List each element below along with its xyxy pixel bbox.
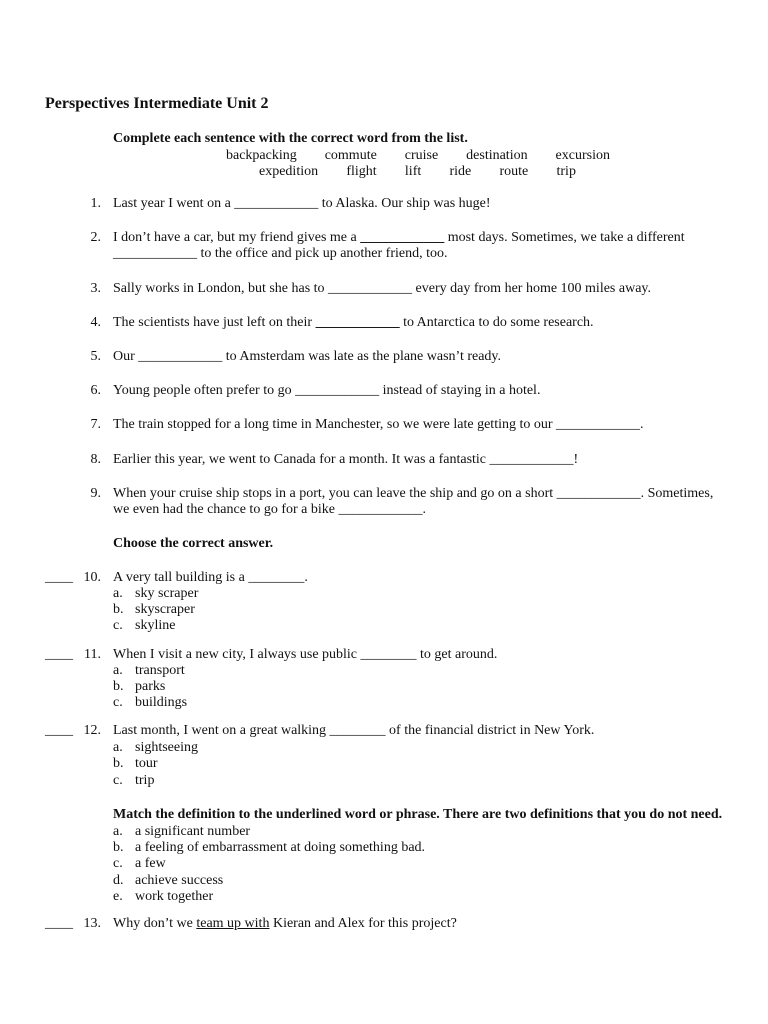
question-text-part: most days. Sometimes, we take a different	[444, 230, 685, 245]
word-bank-word: expedition	[259, 164, 319, 179]
definition-text: achieve success	[135, 873, 224, 888]
question-number: 3.	[90, 281, 101, 296]
question-number: 13.	[83, 916, 101, 931]
question-number: 6.	[90, 383, 101, 398]
option-letter: b.	[113, 679, 124, 694]
question-text: Young people often prefer to go ____________ instead of staying in a hotel.	[113, 383, 541, 398]
page-title: Perspectives Intermediate Unit 2	[45, 95, 269, 112]
question-text-part: to Antarctica to do some research.	[399, 315, 594, 330]
question-number: 7.	[90, 417, 101, 432]
option-text: skyline	[135, 618, 176, 633]
option-text: trip	[135, 773, 155, 788]
option-letter: c.	[113, 773, 123, 788]
question-text: Last month, I went on a great walking ________ of the financial district in New York.	[113, 723, 595, 738]
question-text-part: I don’t have a car, but my friend gives me a	[113, 230, 361, 245]
option-letter: b.	[113, 602, 124, 617]
definition-letter: b.	[113, 840, 124, 855]
question-number: 2.	[90, 230, 101, 245]
question-number: 11.	[84, 647, 101, 662]
definition-text: work together	[135, 889, 214, 904]
definition-letter: a.	[113, 824, 123, 839]
question-text: When your cruise ship stops in a port, you can leave the ship and go on a short ____________. Sometimes,	[113, 486, 714, 501]
question-text-part: Kieran and Alex for this project?	[269, 916, 457, 931]
definition-letter: e.	[113, 889, 123, 904]
definition-text: a feeling of embarrassment at doing something bad.	[135, 840, 426, 855]
option-text: skyscraper	[135, 602, 195, 617]
question-text-continued: ____________ to the office and pick up another friend, too.	[113, 246, 448, 261]
definition-text: a significant number	[135, 824, 251, 839]
option-text: parks	[135, 679, 166, 694]
question-text	[113, 915, 457, 932]
word-bank-word: trip	[556, 164, 576, 179]
option-text: transport	[135, 663, 185, 678]
word-bank-word: ride	[449, 164, 472, 179]
option-text: buildings	[135, 695, 188, 710]
word-bank-row-2	[259, 163, 576, 180]
question-text: A very tall building is a ________.	[113, 570, 308, 585]
option-letter: a.	[113, 586, 123, 601]
option-letter: a.	[113, 740, 123, 755]
definition-letter: c.	[113, 856, 123, 871]
definition-letter: d.	[113, 873, 124, 888]
question-number: 4.	[90, 315, 101, 330]
question-text: The train stopped for a long time in Manchester, so we were late getting to our ____________.	[113, 417, 644, 432]
section2-instruction: Choose the correct answer.	[113, 536, 274, 551]
answer-blank: ____	[45, 570, 73, 585]
option-text: sky scraper	[135, 586, 199, 601]
answer-blank: ____________	[315, 315, 400, 330]
question-text: Last year I went on a ____________ to Alaska. Our ship was huge!	[113, 196, 491, 211]
word-bank-word: backpacking	[226, 148, 297, 163]
answer-blank: ____________	[360, 230, 445, 245]
word-bank-word: flight	[346, 164, 377, 179]
underlined-phrase: team up with	[196, 916, 270, 931]
option-letter: c.	[113, 618, 123, 633]
word-bank-word: excursion	[555, 148, 610, 163]
option-letter: a.	[113, 663, 123, 678]
answer-blank: ____	[45, 723, 73, 738]
question-text-continued: we even had the chance to go for a bike ____________.	[113, 502, 426, 517]
option-text: tour	[135, 756, 158, 771]
option-text: sightseeing	[135, 740, 198, 755]
question-number: 10.	[83, 570, 101, 585]
question-number: 1.	[90, 196, 101, 211]
word-bank-word: route	[499, 164, 529, 179]
question-text: Earlier this year, we went to Canada for a month. It was a fantastic ____________!	[113, 452, 579, 467]
question-text-part: The scientists have just left on their	[113, 315, 316, 330]
section3-instruction: Match the definition to the underlined word or phrase. There are two definitions that you do not need.	[113, 807, 723, 822]
section1-instruction: Complete each sentence with the correct word from the list.	[113, 131, 468, 146]
word-bank-word: lift	[404, 164, 422, 179]
definition-text: a few	[135, 856, 166, 871]
word-bank-word: cruise	[404, 148, 439, 163]
answer-blank: ____	[45, 647, 73, 662]
answer-blank: ____	[45, 916, 73, 931]
option-letter: c.	[113, 695, 123, 710]
question-text	[113, 229, 685, 246]
word-bank-word: commute	[324, 148, 377, 163]
question-number: 9.	[90, 486, 101, 501]
question-number: 12.	[83, 723, 101, 738]
question-number: 5.	[90, 349, 101, 364]
word-bank-word: destination	[466, 148, 528, 163]
question-text: When I visit a new city, I always use public ________ to get around.	[113, 647, 498, 662]
question-text: Sally works in London, but she has to ____________ every day from her home 100 miles away.	[113, 281, 652, 296]
question-text: Our ____________ to Amsterdam was late as the plane wasn’t ready.	[113, 349, 502, 364]
question-text	[113, 314, 594, 331]
word-bank-row-1	[226, 147, 610, 164]
question-number: 8.	[90, 452, 101, 467]
option-letter: b.	[113, 756, 124, 771]
question-text-part: Why don’t we	[113, 916, 197, 931]
